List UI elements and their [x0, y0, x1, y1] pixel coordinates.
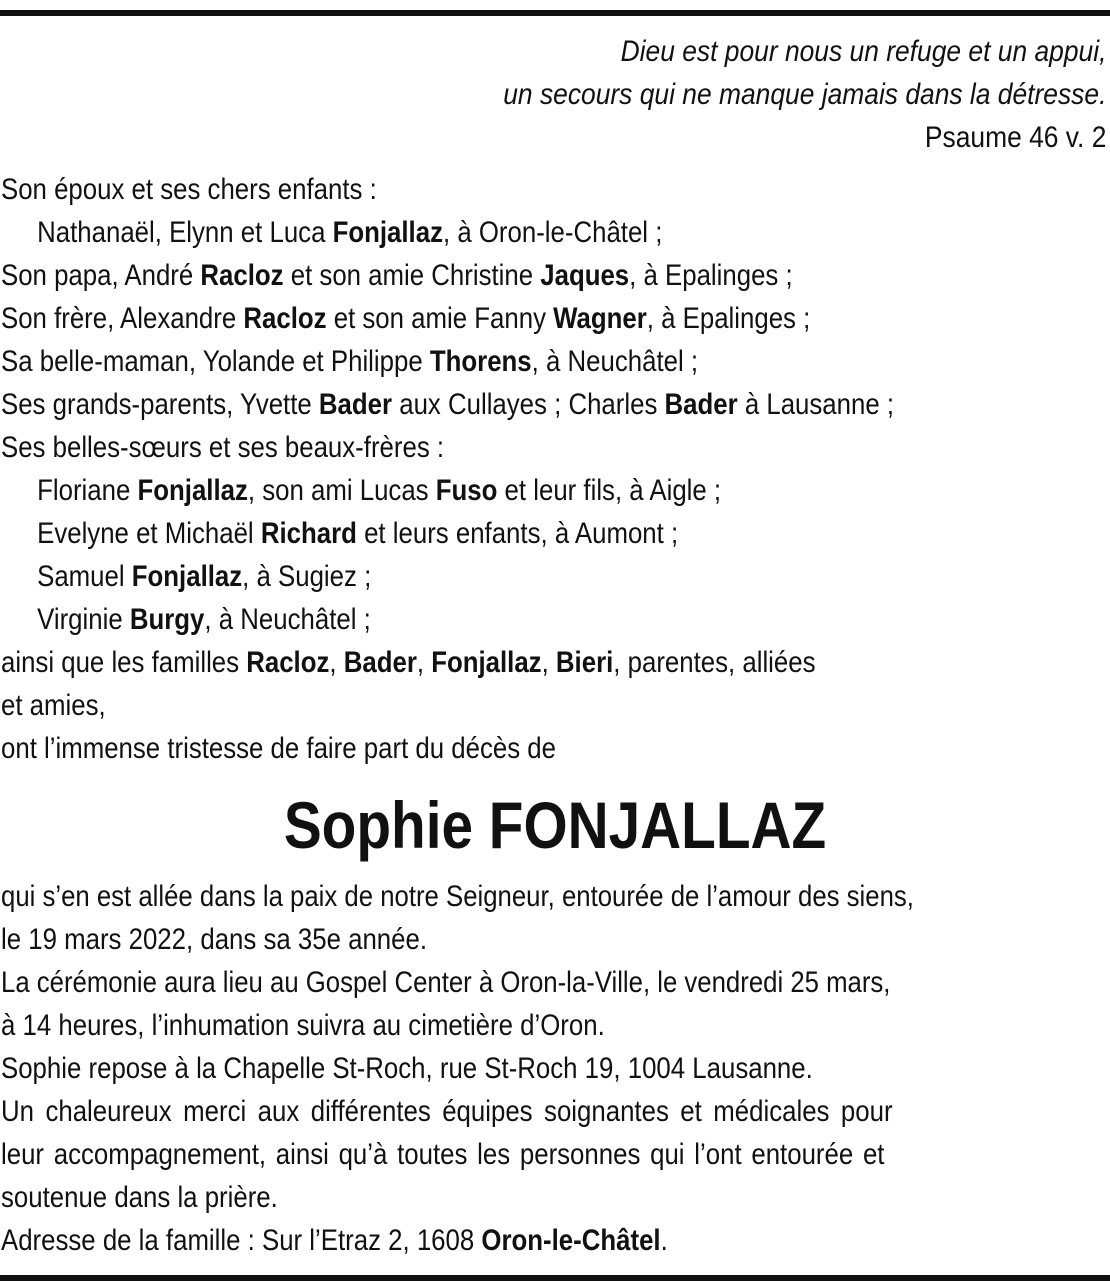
- announcement-line: ont l’immense tristesse de faire part du décès de: [1, 732, 556, 765]
- family-line: Samuel Fonjallaz, à Sugiez ;: [37, 560, 372, 593]
- family-line: Nathanaël, Elynn et Luca Fonjallaz, à Oron-le-Châtel ;: [37, 216, 663, 249]
- bible-verse: [503, 30, 1106, 159]
- verse-reference: Psaume 46 v. 2: [924, 121, 1106, 154]
- family-line: ainsi que les familles Racloz, Bader, Fonjallaz, Bieri, parentes, alliées: [1, 646, 816, 679]
- bottom-rule: [0, 1275, 1110, 1281]
- verse-line-2: un secours qui ne manque jamais dans la détresse.: [502, 78, 1106, 111]
- family-line: Sa belle-maman, Yolande et Philippe Thorens, à Neuchâtel ;: [1, 345, 699, 378]
- family-line: Evelyne et Michaël Richard et leurs enfants, à Aumont ;: [37, 517, 679, 550]
- family-list: [1, 168, 1110, 770]
- family-line: Ses grands-parents, Yvette Bader aux Cullayes ; Charles Bader à Lausanne ;: [1, 388, 895, 421]
- family-line: Son frère, Alexandre Racloz et son amie Fanny Wagner, à Epalinges ;: [1, 302, 811, 335]
- top-rule: [0, 10, 1110, 16]
- details-line: La cérémonie aura lieu au Gospel Center à Oron-la-Ville, le vendredi 25 mars,: [1, 966, 891, 999]
- family-line: et amies,: [1, 689, 106, 722]
- details-line: Un chaleureux merci aux différentes équipes soignantes et médicales pour: [1, 1095, 893, 1128]
- details-line: leur accompagnement, ainsi qu’à toutes les personnes qui l’ont entourée et: [1, 1138, 885, 1171]
- family-line: Son papa, André Racloz et son amie Christine Jaques, à Epalinges ;: [1, 259, 793, 292]
- family-address: Adresse de la famille : Sur l’Etraz 2, 1608 Oron-le-Châtel.: [1, 1224, 668, 1257]
- details-line: Sophie repose à la Chapelle St-Roch, rue St-Roch 19, 1004 Lausanne.: [1, 1052, 813, 1085]
- details-line: soutenue dans la prière.: [1, 1181, 278, 1214]
- family-line: Son époux et ses chers enfants :: [1, 173, 377, 206]
- family-line: Ses belles-sœurs et ses beaux-frères :: [1, 431, 445, 464]
- family-line: Floriane Fonjallaz, son ami Lucas Fuso et leur fils, à Aigle ;: [37, 474, 722, 507]
- details-line: à 14 heures, l’inhumation suivra au cimetière d’Oron.: [1, 1009, 605, 1042]
- verse-line-1: Dieu est pour nous un refuge et un appui,: [620, 35, 1106, 68]
- details-line: qui s’en est allée dans la paix de notre Seigneur, entourée de l’amour des siens,: [1, 880, 914, 913]
- details-line: le 19 mars 2022, dans sa 35e année.: [1, 923, 428, 956]
- family-line: Virginie Burgy, à Neuchâtel ;: [37, 603, 371, 636]
- deceased-name: Sophie FONJALLAZ: [283, 788, 827, 862]
- ceremony-details: [1, 875, 1110, 1262]
